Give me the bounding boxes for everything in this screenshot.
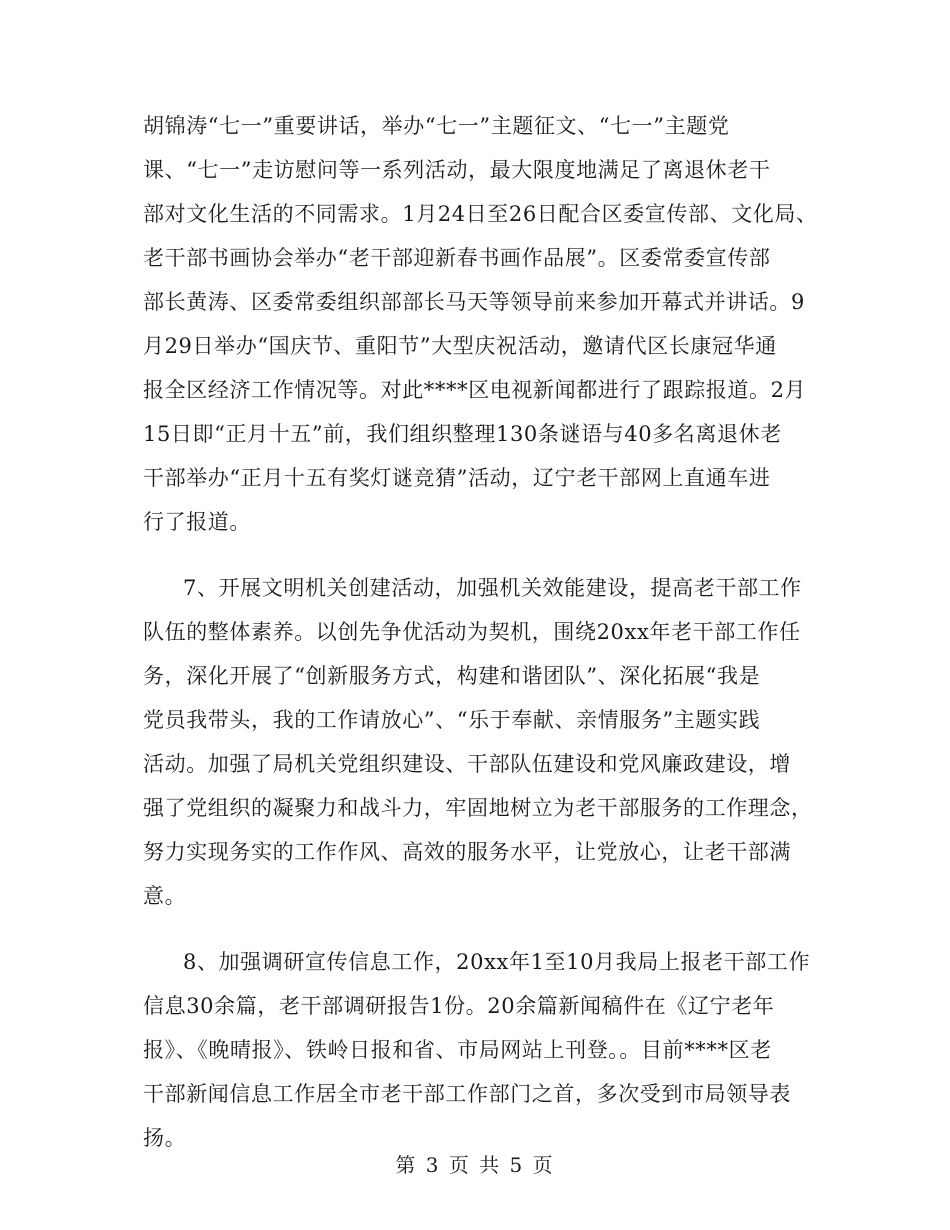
paragraph-3-line-2: 信息30余篇，老干部调研报告1份。20余篇新闻稿件在《辽宁老年 xyxy=(143,994,775,1018)
paragraph-2-line-8: 意。 xyxy=(143,884,187,908)
paragraph-1-line-4: 老干部书画协会举办“老干部迎新春书画作品展”。区委常委宣传部 xyxy=(143,246,771,270)
paragraph-1-line-7: 报全区经济工作情况等。对此****区电视新闻都进行了跟踪报道。2月 xyxy=(143,378,807,402)
paragraph-1-line-5: 部长黄涛、区委常委组织部部长马天等领导前来参加开幕式并讲话。9 xyxy=(143,290,805,314)
paragraph-1-line-9: 干部举办“正月十五有奖灯谜竞猜”活动，辽宁老干部网上直通车进 xyxy=(143,466,771,490)
paragraph-2-line-4: 党员我带头，我的工作请放心”、“乐于奉献、亲情服务”主题实践 xyxy=(143,708,761,732)
paragraph-1-line-8: 15日即“正月十五”前，我们组织整理130条谜语与40多名离退休老 xyxy=(143,422,782,446)
page-number-footer: 第 3 页 共 5 页 xyxy=(395,1153,555,1177)
paragraph-3-line-3: 报》、《晚晴报》、铁岭日报和省、市局网站上刊登。。目前****区老 xyxy=(143,1038,772,1062)
paragraph-2-line-6: 强了党组织的凝聚力和战斗力，牢固地树立为老干部服务的工作理念， xyxy=(143,796,813,820)
paragraph-3-line-4: 干部新闻信息工作居全市老干部工作部门之首，多次受到市局领导表 xyxy=(143,1082,791,1106)
paragraph-1-line-6: 月29日举办“国庆节、重阳节”大型庆祝活动，邀请代区长康冠华通 xyxy=(143,334,777,358)
paragraph-3-line-1: 8、加强调研宣传信息工作，20xx年1至10月我局上报老干部工作 xyxy=(183,950,811,974)
paragraph-1-line-10: 行了报道。 xyxy=(143,510,251,534)
paragraph-3-line-5: 扬。 xyxy=(143,1126,187,1150)
paragraph-1-line-2: 课、“七一”走访慰问等一系列活动，最大限度地满足了离退休老干 xyxy=(143,158,771,182)
paragraph-1-line-1: 胡锦涛“七一”重要讲话，举办“七一”主题征文、“七一”主题党 xyxy=(143,114,730,138)
paragraph-2-line-7: 努力实现务实的工作作风、高效的服务水平，让党放心，让老干部满 xyxy=(143,840,791,864)
paragraph-2-line-2: 队伍的整体素养。以创先争优活动为契机，围绕20xx年老干部工作任 xyxy=(143,620,801,644)
paragraph-2-line-1: 7、开展文明机关创建活动，加强机关效能建设，提高老干部工作 xyxy=(183,576,802,600)
paragraph-2-line-5: 活动。加强了局机关党组织建设、干部队伍建设和党风廉政建设，增 xyxy=(143,752,791,776)
paragraph-1-line-3: 部对文化生活的不同需求。1月24日至26日配合区委宣传部、文化局、 xyxy=(143,202,818,226)
paragraph-2-line-3: 务，深化开展了“创新服务方式，构建和谐团队”、深化拓展“我是 xyxy=(143,664,761,688)
